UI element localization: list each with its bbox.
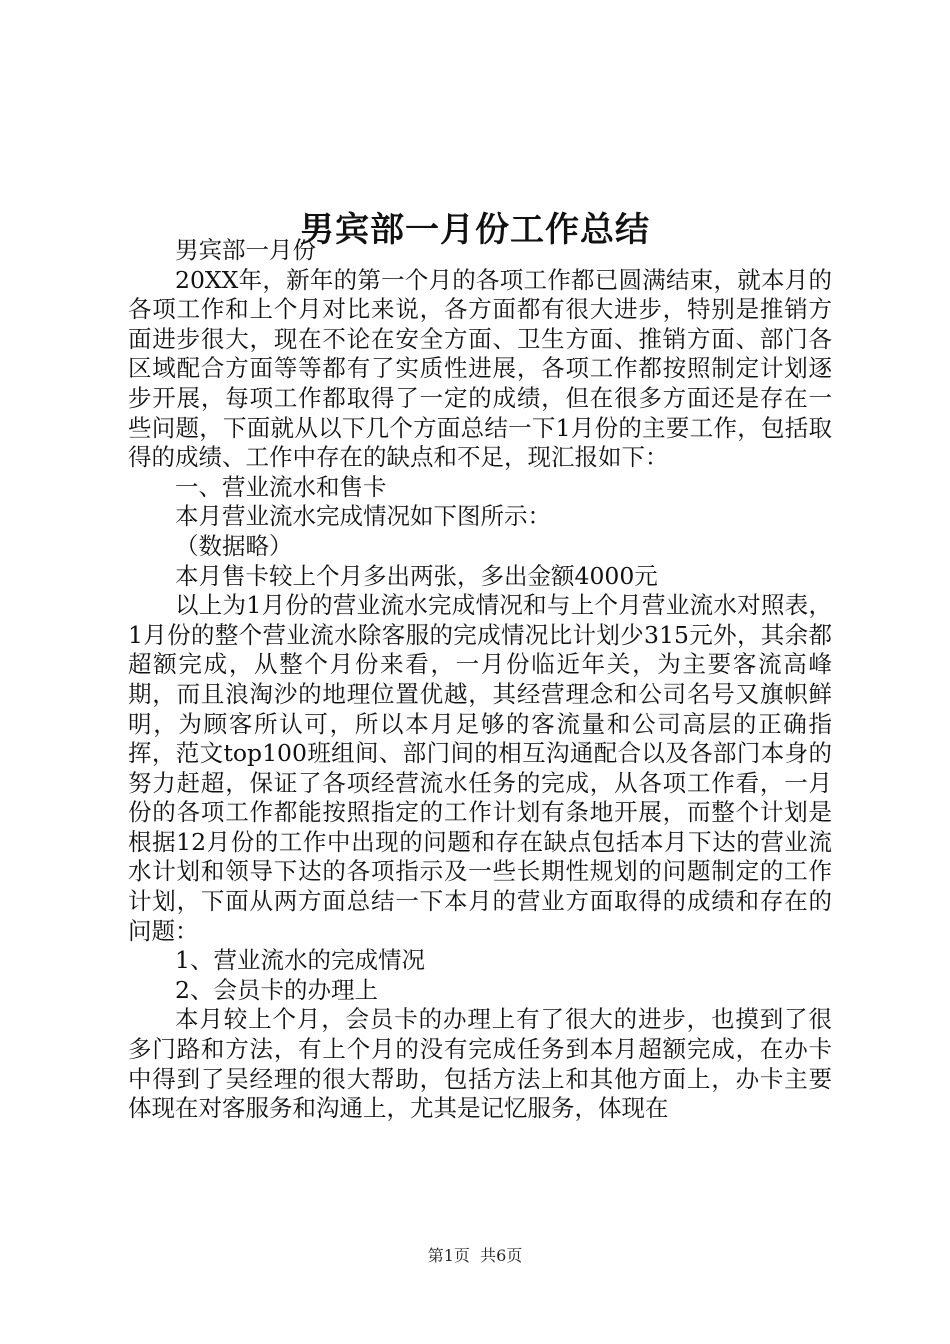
section-heading: 一、营业流水和售卡 (175, 472, 387, 501)
subsection-heading: 1、营业流水的完成情况 (175, 946, 425, 975)
paragraph: （数据略） (175, 531, 293, 560)
paragraph: 本月营业流水完成情况如下图所示： (175, 502, 551, 531)
paragraph: 本月售卡较上个月多出两张，多出金额4000元 (175, 561, 658, 590)
paragraph: 男宾部一月份 (175, 236, 316, 264)
subsection-heading: 2、会员卡的办理上 (175, 975, 378, 1004)
document-title: 男宾部一月份工作总结 (300, 209, 650, 250)
page-number: 第1页 共6页 (427, 1246, 523, 1265)
page-footer (0, 1244, 950, 1268)
paragraph: 以上为1月份的营业流水完成情况和与上个月营业流水对照表，1月份的整个营业流水除客服的完成情况比计划少315元外，其余都超额完成，从整个月份来看，一月份临近年关，为主要客流高峰期，而且浪淘沙的地理位置优越，其经营理念和公司名号又旗帜鲜明，为顾客所认可，所以本月足够的客流量和公司高层的正确指挥，范文top100班组间、部门间的相互沟通配合以及各部门本身的努力赶超，保证了各项经营流水任务的完成，从各项工作看，一月份的各项工作都能按照指定的工作计划有条地开展，而整个计划是根据12月份的工作中出现的问题和存在缺点包括本月下达的营业流水计划和领导下达的各项指示及一些长期性规划的问题制定的工作计划，下面从两方面总结一下本月的营业方面取得的成绩和存在的问题： (128, 591, 832, 945)
document-body (128, 236, 832, 1124)
paragraph: 20XX年，新年的第一个月的各项工作都已圆满结束，就本月的各项工作和上个月对比来说，各方面都有很大进步，特别是推销方面进步很大，现在不论在安全方面、卫生方面、推销方面、部门各区域配合方面等等都有了实质性进展，各项工作都按照制定计划逐步开展，每项工作都取得了一定的成绩，但在很多方面还是存在一些问题，下面就从以下几个方面总结一下1月份的主要工作，包括取得的成绩、工作中存在的缺点和不足，现汇报如下： (128, 265, 832, 472)
paragraph: 本月较上个月，会员卡的办理上有了很大的进步，也摸到了很多门路和方法，有上个月的没有完成任务到本月超额完成，在办卡中得到了吴经理的很大帮助，包括方法上和其他方面上，办卡主要体现在对客服务和沟通上，尤其是记忆服务，体现在 (128, 1005, 832, 1123)
